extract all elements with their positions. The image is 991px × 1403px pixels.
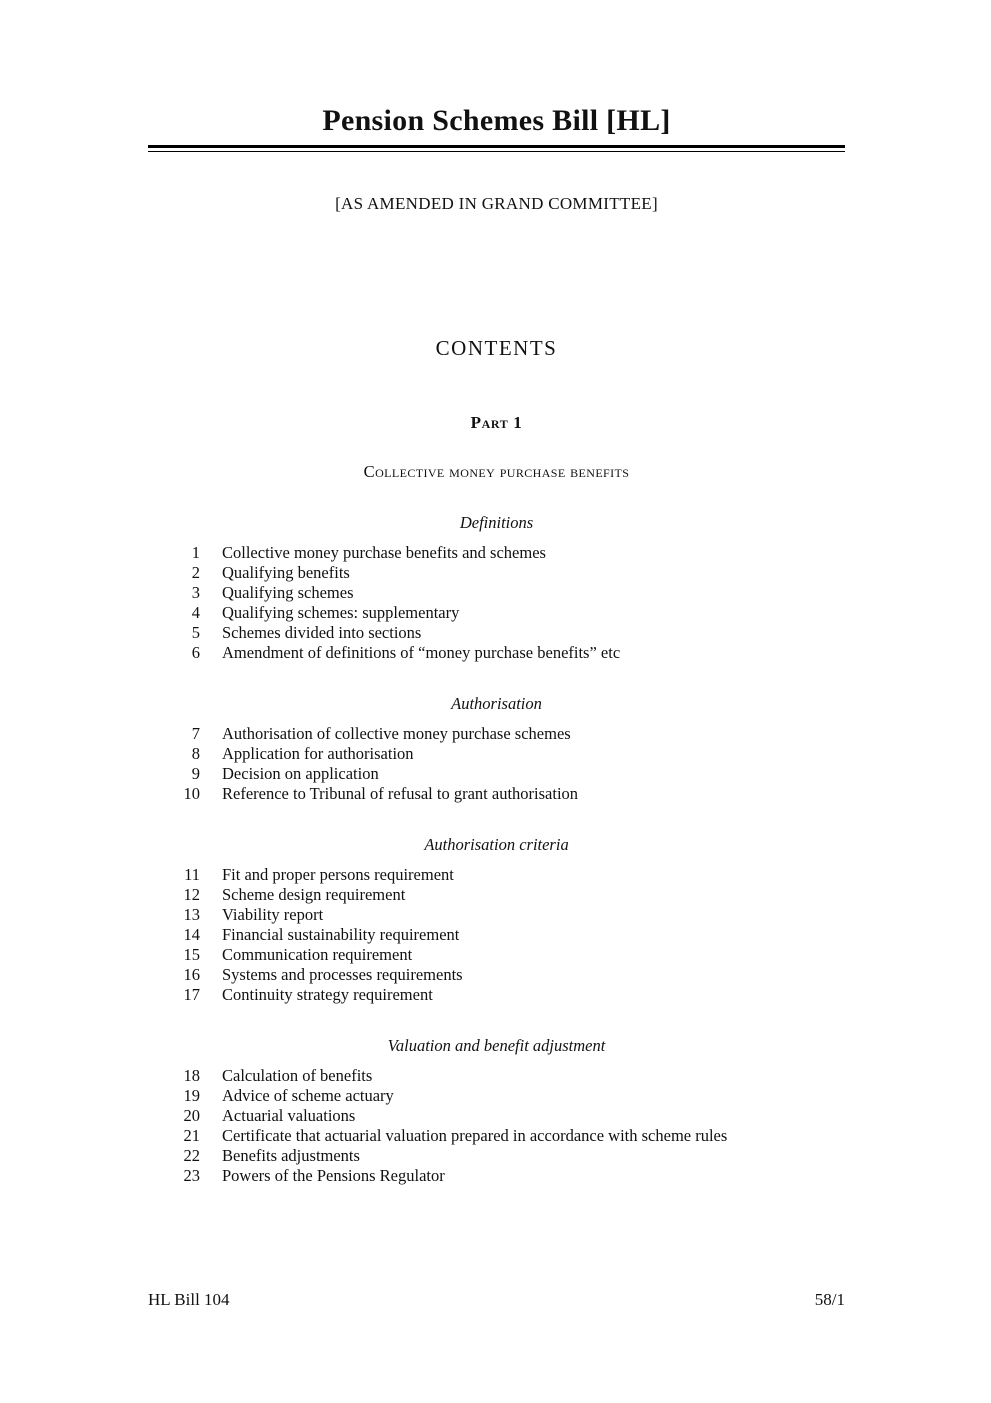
contents-item: [148, 1166, 845, 1186]
item-number: 13: [183, 905, 200, 924]
contents-item: [148, 965, 845, 985]
contents-item: [148, 563, 845, 583]
contents-item: [148, 764, 845, 784]
item-title: Qualifying schemes: supplementary: [222, 603, 460, 622]
item-title: Communication requirement: [222, 945, 413, 964]
item-number: 12: [183, 885, 200, 904]
bill-title: Pension Schemes Bill [HL]: [322, 104, 671, 137]
item-number: 15: [183, 945, 200, 964]
contents-heading: CONTENTS: [435, 336, 558, 360]
item-title: Advice of scheme actuary: [222, 1086, 394, 1105]
contents-item: [148, 623, 845, 643]
item-number: 14: [183, 925, 200, 944]
section-heading: Valuation and benefit adjustment: [387, 1036, 606, 1055]
contents-item: [148, 543, 845, 563]
item-number: 11: [184, 865, 200, 884]
item-title: Schemes divided into sections: [222, 623, 422, 642]
item-title: Authorisation of collective money purchase schemes: [222, 724, 571, 743]
part-heading: Part 1: [470, 413, 523, 432]
contents-item: [148, 1066, 845, 1086]
item-number: 22: [183, 1146, 200, 1165]
item-title: Viability report: [222, 905, 324, 924]
item-title: Certificate that actuarial valuation prepared in accordance with scheme rules: [222, 1126, 728, 1145]
contents-item: [148, 784, 845, 804]
item-number: 1: [191, 543, 200, 562]
amendment-note: [AS AMENDED IN GRAND COMMITTEE]: [335, 194, 658, 213]
footer-bill-number: HL Bill 104: [148, 1290, 230, 1309]
item-number: 4: [191, 603, 200, 622]
item-title: Application for authorisation: [222, 744, 414, 763]
item-number: 21: [183, 1126, 200, 1145]
item-number: 16: [183, 965, 200, 984]
item-number: 5: [191, 623, 200, 642]
contents-item: [148, 925, 845, 945]
contents-item: [148, 603, 845, 623]
item-title: Decision on application: [222, 764, 379, 783]
item-number: 10: [183, 784, 200, 803]
item-title: Continuity strategy requirement: [222, 985, 433, 1004]
item-number: 20: [183, 1106, 200, 1125]
contents-item: [148, 1126, 845, 1146]
item-title: Systems and processes requirements: [222, 965, 463, 984]
contents-item: [148, 865, 845, 885]
section-heading: Definitions: [459, 513, 534, 532]
contents-item: [148, 643, 845, 663]
item-title: Collective money purchase benefits and schemes: [222, 543, 546, 562]
contents-item: [148, 1146, 845, 1166]
page-footer: [148, 1290, 845, 1310]
item-number: 17: [183, 985, 200, 1004]
footer-reference: 58/1: [814, 1290, 845, 1309]
contents-item: [148, 945, 845, 965]
contents-item: [148, 985, 845, 1005]
item-number: 6: [191, 643, 200, 662]
item-number: 19: [183, 1086, 200, 1105]
item-title: Benefits adjustments: [222, 1146, 360, 1165]
section-heading: Authorisation: [451, 694, 542, 713]
contents-item: [148, 905, 845, 925]
item-title: Powers of the Pensions Regulator: [222, 1166, 445, 1185]
item-title: Qualifying benefits: [222, 563, 350, 582]
item-number: 7: [191, 724, 200, 743]
contents-item: [148, 583, 845, 603]
item-title: Reference to Tribunal of refusal to grant authorisation: [222, 784, 579, 803]
item-title: Scheme design requirement: [222, 885, 406, 904]
section-heading: Authorisation criteria: [424, 835, 569, 854]
contents-item: [148, 744, 845, 764]
contents-item: [148, 1106, 845, 1126]
item-number: 9: [191, 764, 200, 783]
item-number: 18: [183, 1066, 200, 1085]
item-title: Qualifying schemes: [222, 583, 354, 602]
item-number: 23: [183, 1166, 200, 1185]
item-number: 2: [191, 563, 200, 582]
item-title: Calculation of benefits: [222, 1066, 373, 1085]
item-title: Fit and proper persons requirement: [222, 865, 454, 884]
item-title: Financial sustainability requirement: [222, 925, 460, 944]
item-number: 3: [191, 583, 200, 602]
contents-item: [148, 724, 845, 744]
contents-sections: [148, 513, 845, 1186]
title-double-rule: [148, 145, 845, 152]
contents-item: [148, 885, 845, 905]
contents-item: [148, 1086, 845, 1106]
item-number: 8: [191, 744, 200, 763]
part-subtitle: Collective money purchase benefits: [363, 462, 630, 481]
item-title: Amendment of definitions of “money purchase benefits” etc: [222, 643, 621, 662]
item-title: Actuarial valuations: [222, 1106, 356, 1125]
